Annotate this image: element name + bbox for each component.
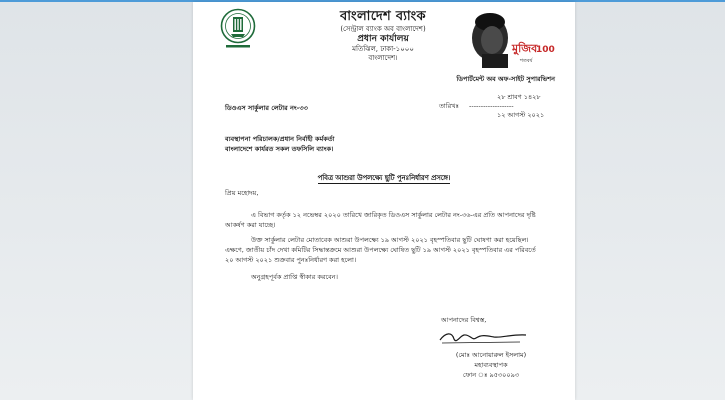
body-paragraph-3: অনুগ্রহপূর্বক প্রাপ্তি স্বীকার করবেন। <box>251 273 338 281</box>
signer-phone: ফোন ঃ ৯৫৩০০৯৩ <box>462 371 520 380</box>
emblem-text: মুজিব <box>512 42 538 55</box>
address-line: মতিঝিল, ঢাকা-১০০০ <box>352 45 414 54</box>
date-line: ------------------- <box>469 101 514 110</box>
date-label: তারিখঃ <box>439 101 459 110</box>
office-name: প্রধান কার্যালয় <box>357 34 409 44</box>
letterhead <box>283 9 483 63</box>
bangla-date: ২৮ শ্রাবণ ১৪২৮ <box>497 93 541 101</box>
english-date: ১২ আগস্ট ২০২১ <box>497 110 545 119</box>
emblem-number: 100 <box>536 45 555 55</box>
recipient-line-2: বাংলাদেশে কার্যরত সকল তফসিলি ব্যাংক। <box>225 144 334 153</box>
circular-reference: ডিওএস সার্কুলার লেটার নং-৩৩ <box>225 104 308 112</box>
recipient-line-1: ব্যবস্থাপনা পরিচালক/প্রধান নির্বাহী কর্মকর্তা <box>225 135 335 143</box>
closing-yours: আপনাদের বিশ্বস্ত, <box>441 316 487 324</box>
recipient-block <box>225 135 335 155</box>
bank-name: বাংলাদেশ ব্যাংক <box>340 9 426 24</box>
signer-designation: মহাব্যবস্থাপক <box>474 361 508 370</box>
country-line: বাংলাদেশ। <box>368 54 398 62</box>
handwritten-signature <box>436 326 532 348</box>
subject-text: পবিত্র আশুরা উপলক্ষ্যে ছুটি পুনঃনির্ধারণ প্রসঙ্গে। <box>317 174 451 182</box>
bangladesh-bank-logo <box>220 8 256 52</box>
bank-subtitle: (সেন্ট্রাল ব্যাংক অব বাংলাদেশ) <box>340 25 426 34</box>
letter-page <box>193 2 575 400</box>
salutation: প্রিয় মহোদয়, <box>225 189 259 197</box>
mujib-centenary-logo <box>460 8 560 70</box>
emblem-caption: শতবর্ষ <box>520 58 533 64</box>
body-paragraph-1: এ বিভাগ কর্তৃক ১২ নভেম্বর ২০২০ তারিখে জারিকৃত ডিওএস সার্কুলার লেটার নং-৩৬-এর প্রতি আপনাদের দৃষ্টি আকর্ষণ করা যাচ্ছে। <box>225 211 536 230</box>
date-block <box>439 93 559 119</box>
body-paragraph-2: উক্ত সার্কুলার লেটার মোতাবেক আশুরা উপলক্ষ্যে ১৯ আগস্ট ২০২১ বৃহস্পতিবার ছুটি ঘোষণা করা হয়েছিল। এক্ষণে, জাতীয় চাঁদ দেখা কমিটির সিদ্ধান্তক্রমে আশুরা উপলক্ষ্যে ঘোষিত ছুটি ১৯ আগস্ট ২০২১ বৃহস্পতিবার এর পরিবর্তে ২০ আগস্ট ২০২১ শুক্রবার পুনঃনির্ধারণ করা হলো। <box>225 236 536 265</box>
department-name: ডিপার্টমেন্ট অব অফ-সাইট সুপারভিশন <box>456 75 555 83</box>
signer-block <box>436 350 546 380</box>
subject-line <box>193 172 575 184</box>
signer-name: (মোঃ আনোয়ারুল ইসলাম) <box>455 351 527 359</box>
